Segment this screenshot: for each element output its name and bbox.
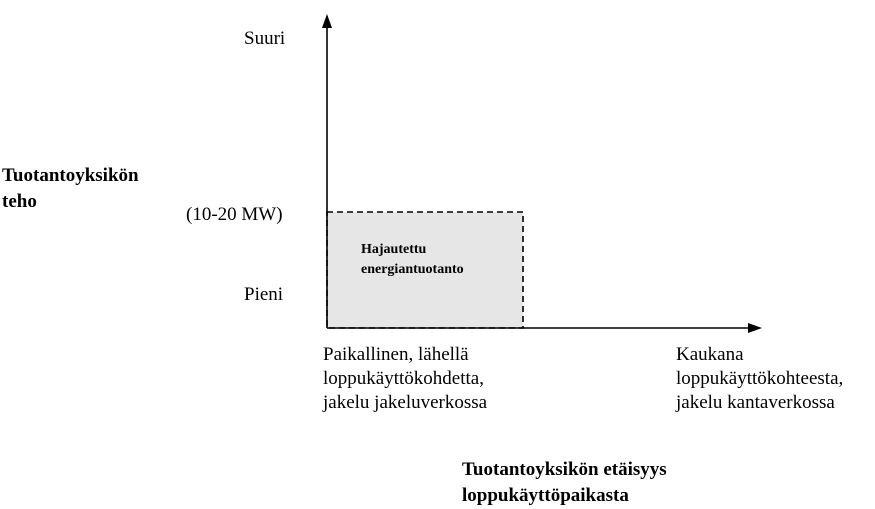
x-axis-title-line-1: Tuotantoyksikön etäisyys [462,459,667,480]
x-category-remote-line-2: loppukäyttökohteesta, [676,368,844,389]
x-category-local-line-3: jakelu jakeluverkossa [323,392,488,413]
x-category-local [323,343,487,415]
y-axis-arrowhead [322,14,332,28]
x-axis-title-line-2: loppukäyttöpaikasta [462,485,629,506]
region-label [361,240,464,280]
y-tick-high: Suuri [244,28,286,49]
region-label-line-2: energiantuotanto [361,262,464,277]
region-label-line-1: Hajautettu [361,242,427,257]
y-axis-title [2,163,139,215]
y-tick-low: Pieni [244,284,284,305]
x-axis-arrowhead [748,323,762,333]
x-category-local-line-1: Paikallinen, lähellä [323,344,469,365]
y-axis-title-line-2: teho [2,191,37,212]
x-category-remote-line-3: jakelu kantaverkossa [676,392,835,413]
x-axis-title [462,457,667,509]
y-tick-mid: (10-20 MW) [186,204,283,225]
x-category-remote-line-1: Kaukana [676,344,744,365]
x-category-local-line-2: loppukäyttökohdetta, [323,368,484,389]
x-category-remote [676,343,843,415]
y-axis-title-line-1: Tuotantoyksikön [2,165,139,186]
